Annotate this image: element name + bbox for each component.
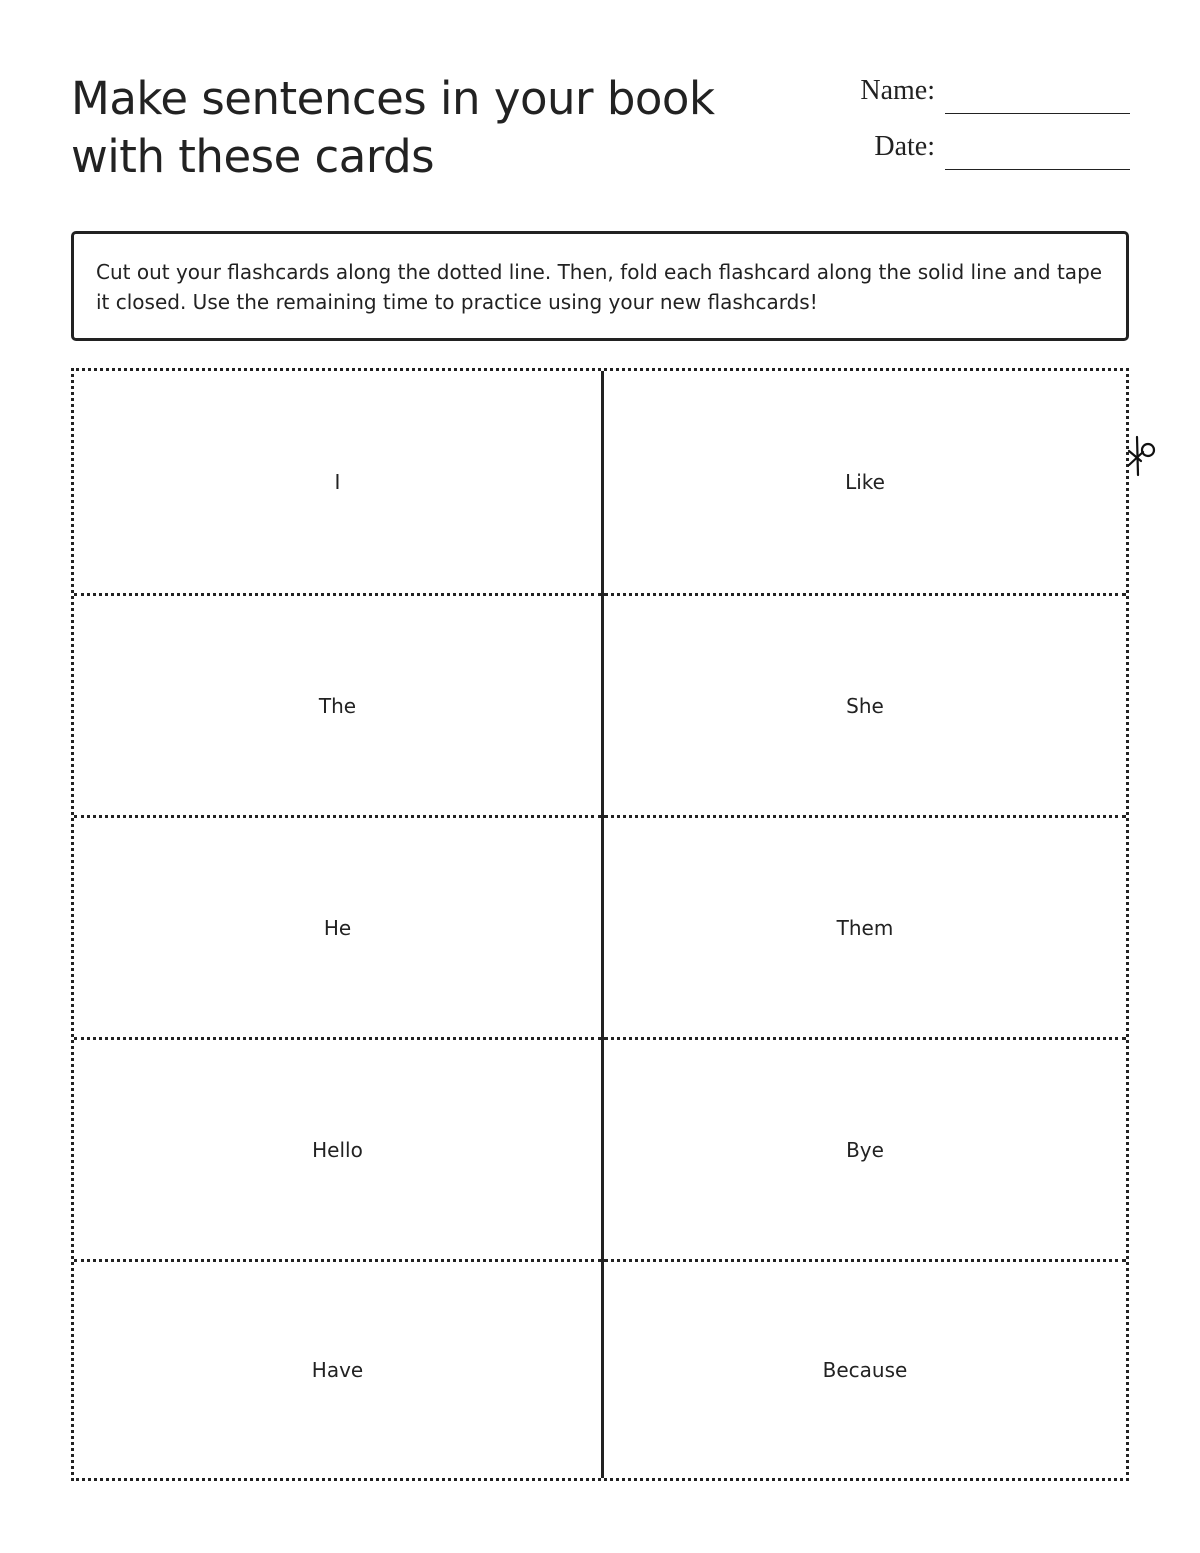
flashcard-word: Because — [822, 1358, 908, 1382]
flashcard-word: Like — [845, 470, 885, 494]
flashcard-back[interactable] — [604, 815, 1126, 1037]
date-blank-line[interactable] — [945, 169, 1130, 170]
flashcard-front[interactable] — [74, 371, 601, 593]
flashcard-front[interactable] — [74, 593, 601, 815]
date-field — [820, 131, 1130, 171]
flashcard-word: Hello — [312, 1137, 363, 1162]
instructions-box — [71, 231, 1129, 341]
flashcard-word: Them — [836, 915, 894, 940]
flashcard-back[interactable] — [604, 371, 1126, 593]
page-title: Make sentences in your book with these cards — [71, 72, 715, 183]
flashcard-front[interactable] — [74, 815, 601, 1037]
date-label: Date: — [874, 131, 935, 162]
scissors-icon — [1121, 435, 1161, 477]
flashcard-word: I — [334, 470, 341, 494]
name-field — [820, 75, 1130, 115]
flashcard-word: Bye — [846, 1137, 884, 1162]
flashcard-back[interactable] — [604, 1037, 1126, 1259]
name-label: Name: — [860, 75, 935, 106]
flashcard-back[interactable] — [604, 1259, 1126, 1478]
flashcard-grid — [71, 368, 1129, 1481]
flashcard-front[interactable] — [74, 1037, 601, 1259]
fold-line — [601, 371, 604, 1478]
flashcard-front[interactable] — [74, 1259, 601, 1478]
instructions-text: Cut out your flashcards along the dotted line. Then, fold each flashcard along the solid line and tape it closed. Use the remaining time to practice using your new flashcards! — [96, 260, 1103, 314]
flashcard-word: He — [323, 915, 352, 940]
flashcard-word: Have — [311, 1358, 364, 1382]
flashcard-word: She — [846, 693, 884, 718]
flashcard-back[interactable] — [604, 593, 1126, 815]
flashcard-word: The — [318, 693, 357, 718]
name-blank-line[interactable] — [945, 113, 1130, 114]
